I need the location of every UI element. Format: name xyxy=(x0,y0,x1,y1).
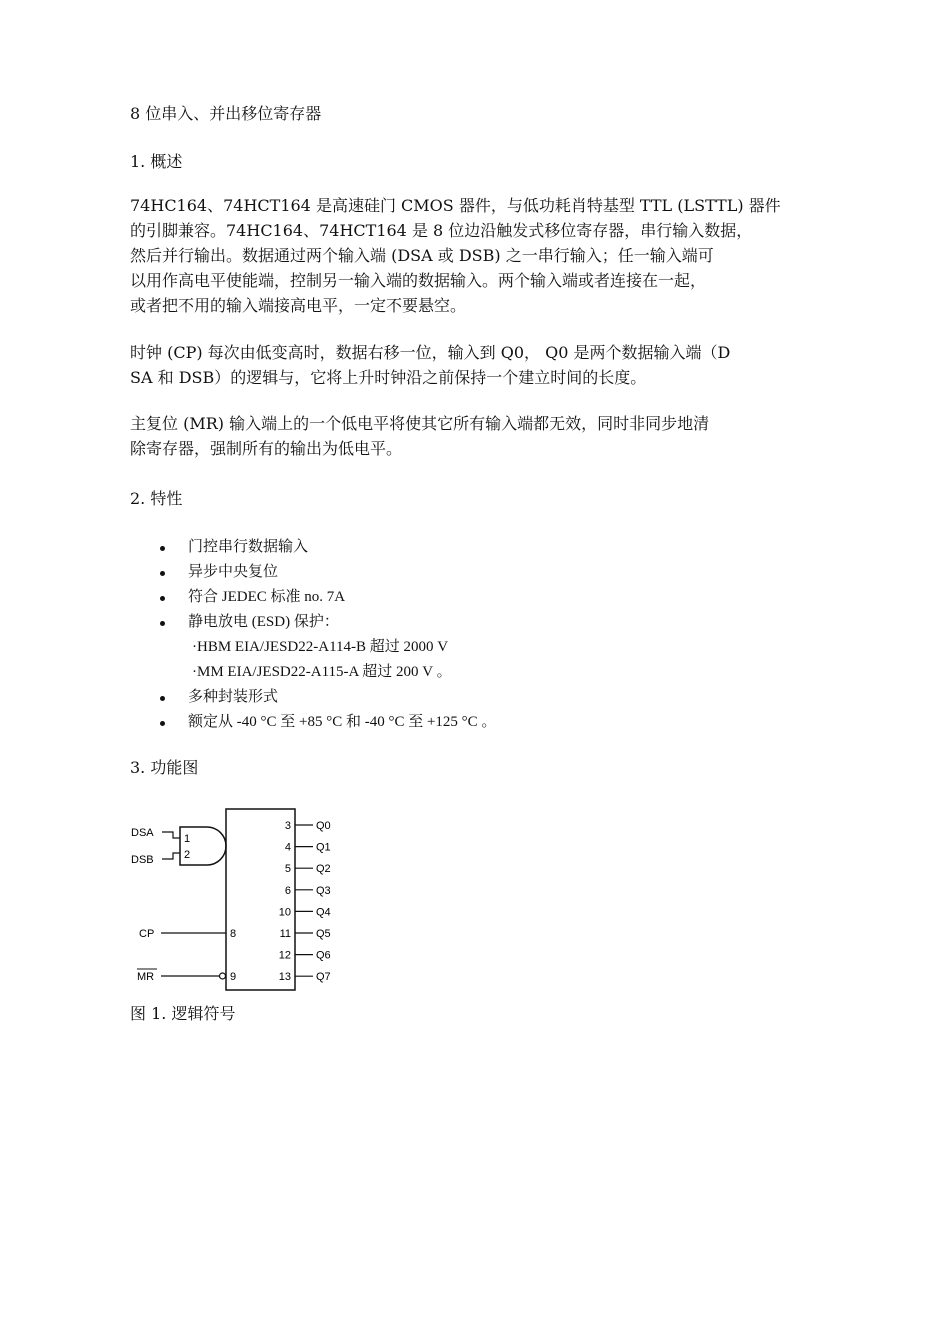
bullet-icon xyxy=(160,621,165,626)
text-line: 时钟 (CP) 每次由低变高时，数据右移一位，输入到 Q0， Q0 是两个数据输入端（D xyxy=(130,343,731,362)
output-pin-number: 13 xyxy=(278,971,291,984)
output-label: Q1 xyxy=(316,841,331,854)
cp-pin-label: 8 xyxy=(230,928,237,940)
output-pin-number: 6 xyxy=(284,884,291,897)
output-pin-number: 11 xyxy=(279,928,291,940)
output-label: Q4 xyxy=(316,906,331,919)
register-box xyxy=(226,809,295,990)
gate-pin-label: 2 xyxy=(184,849,191,861)
bullet-icon xyxy=(160,721,165,726)
overview-paragraph-3 xyxy=(130,411,822,461)
text-line: 主复位 (MR) 输入端上的一个低电平将使其它所有输入端都无效，同时非同步地清 xyxy=(130,414,710,433)
output-pins xyxy=(279,820,331,983)
input-label-dsa: DSA xyxy=(131,827,154,839)
bullet-icon xyxy=(160,546,165,551)
overview-paragraph-2 xyxy=(130,340,822,390)
logic-symbol-diagram xyxy=(127,805,337,995)
mr-pin-label: 9 xyxy=(230,971,237,983)
document-title: 8 位串入、并出移位寄存器 xyxy=(130,104,322,123)
output-label: Q3 xyxy=(316,884,331,897)
output-pin-number: 10 xyxy=(278,906,291,919)
output-pin-number: 5 xyxy=(284,863,291,876)
inversion-bubble-icon xyxy=(220,973,226,979)
output-pin-number: 3 xyxy=(284,820,291,832)
text-line: 然后并行输出。数据通过两个输入端 (DSA 或 DSB) 之一串行输入；任一输入端可 xyxy=(130,246,714,265)
text-line: 除寄存器，强制所有的输出为低电平。 xyxy=(130,439,403,458)
dsa-wire xyxy=(162,832,180,838)
section-heading-overview: 1. 概述 xyxy=(130,152,183,171)
bullet-icon xyxy=(160,571,165,576)
output-label: Q2 xyxy=(316,863,331,876)
text-line: 的引脚兼容。74HC164、74HCT164 是 8 位边沿触发式移位寄存器，串行输入数据， xyxy=(130,221,753,240)
input-label-cp: CP xyxy=(139,928,155,940)
list-item: 多种封装形式 xyxy=(160,685,496,710)
bullet-icon xyxy=(160,696,165,701)
list-item: 异步中央复位 xyxy=(160,560,496,585)
figure-caption: 图 1. 逻辑符号 xyxy=(130,1004,236,1023)
output-label: Q5 xyxy=(316,928,331,940)
section-heading-features: 2. 特性 xyxy=(130,489,183,508)
list-item: 额定从 -40 °C 至 +85 °C 和 -40 °C 至 +125 °C 。 xyxy=(160,710,496,735)
feature-list xyxy=(160,535,496,735)
list-subitem: ·MM EIA/JESD22-A115-A 超过 200 V 。 xyxy=(192,664,452,680)
text-line: SA 和 DSB）的逻辑与，它将上升时钟沿之前保持一个建立时间的长度。 xyxy=(130,368,647,387)
output-label: Q0 xyxy=(316,820,331,832)
text-line: 以用作高电平使能端，控制另一输入端的数据输入。两个输入端或者连接在一起， xyxy=(130,271,707,290)
list-subitem: ·HBM EIA/JESD22-A114-B 超过 2000 V xyxy=(192,639,449,655)
list-item: 符合 JEDEC 标准 no. 7A xyxy=(160,585,496,610)
output-pin-number: 12 xyxy=(278,949,291,962)
output-pin-number: 4 xyxy=(284,841,291,854)
output-label: Q6 xyxy=(316,949,331,962)
text-line: 74HC164、74HCT164 是高速硅门 CMOS 器件，与低功耗肖特基型 TTL (LSTTL) 器件 xyxy=(130,196,781,215)
input-label-dsb: DSB xyxy=(131,854,154,866)
input-label-mr: MR xyxy=(137,971,155,983)
bullet-icon xyxy=(160,596,165,601)
logic-symbol-figure xyxy=(127,805,337,995)
section-heading-function-diagram: 3. 功能图 xyxy=(130,758,199,777)
output-label: Q7 xyxy=(316,971,331,984)
list-item: 静电放电 (ESD) 保护： xyxy=(160,610,496,635)
overview-paragraph-1 xyxy=(130,193,822,318)
gate-pin-label: 1 xyxy=(184,833,191,845)
dsb-wire xyxy=(162,853,180,859)
text-line: 或者把不用的输入端接高电平，一定不要悬空。 xyxy=(130,296,467,315)
list-item: 门控串行数据输入 xyxy=(160,535,496,560)
